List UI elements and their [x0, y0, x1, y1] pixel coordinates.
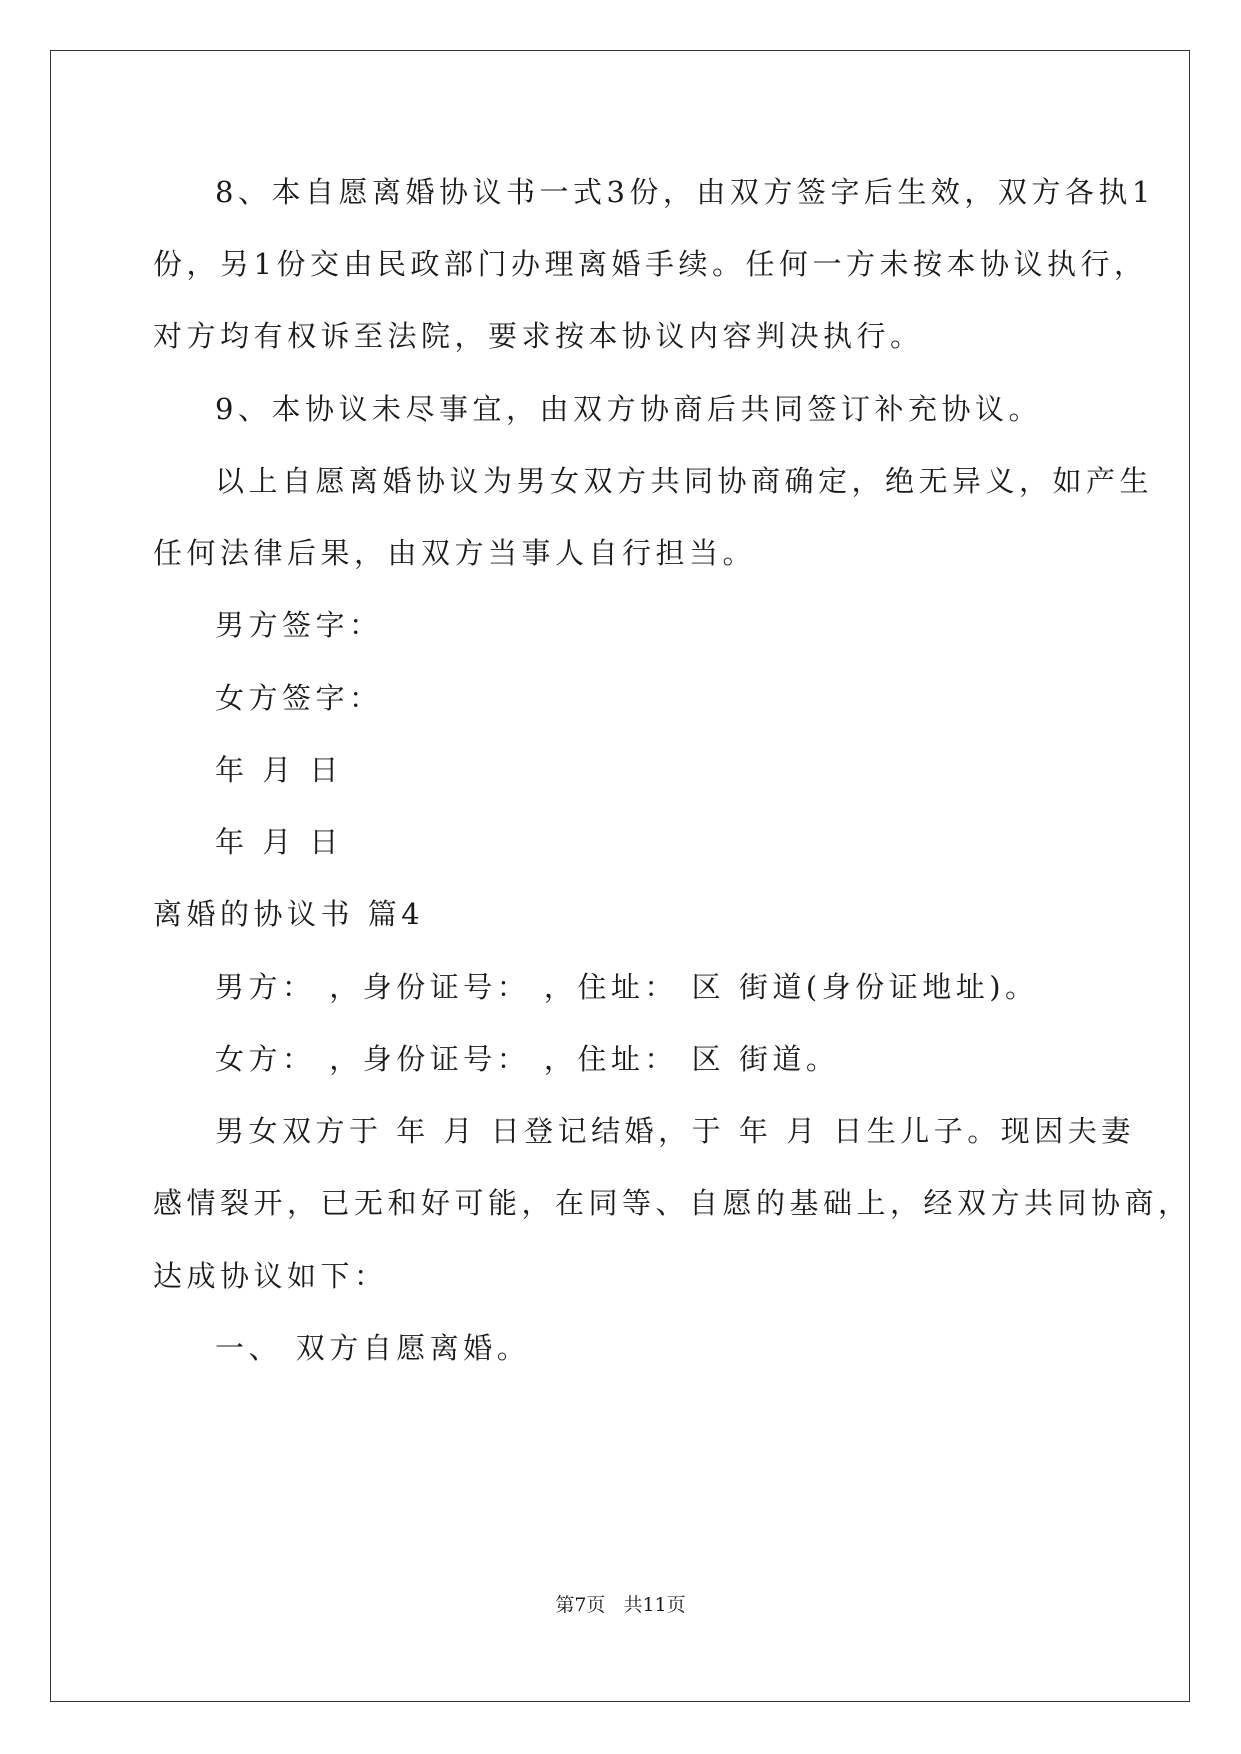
paragraph-line: 8、本自愿离婚协议书一式3份，由双方签字后生效，双方各执1: [215, 175, 1155, 209]
page-footer: [0, 1593, 1241, 1617]
paragraph-line: 达成协议如下：: [153, 1259, 388, 1293]
signature-line-female: 女方签字：: [215, 681, 383, 715]
paragraph-line: 男女双方于 年 月 日登记结婚，于 年 月 日生儿子。现因夫妻: [215, 1114, 1135, 1148]
paragraph-line: 9、本协议未尽事宜，由双方协商后共同签订补充协议。: [215, 392, 1042, 426]
section-heading: 离婚的协议书 篇4: [153, 897, 425, 931]
paragraph-line: 任何法律后果，由双方当事人自行担当。: [153, 536, 757, 570]
paragraph-line: 以上自愿离婚协议为男女双方共同协商确定，绝无异义，如产生: [215, 464, 1154, 498]
date-line: 年 月 日: [215, 753, 343, 787]
total-pages: 共11页: [623, 1594, 686, 1616]
paragraph-line: 感情裂开，已无和好可能，在同等、自愿的基础上，经双方共同协商，: [153, 1186, 1192, 1220]
signature-line-male: 男方签字：: [215, 608, 383, 642]
current-page-number: 第7页: [555, 1594, 606, 1616]
date-line: 年 月 日: [215, 825, 343, 859]
paragraph-line: 对方均有权诉至法院，要求按本协议内容判决执行。: [153, 319, 924, 353]
paragraph-line: 女方： ，身份证号： ，住址： 区 街道。: [215, 1042, 840, 1076]
page-border: [50, 50, 1190, 1702]
paragraph-line: 份，另1份交由民政部门办理离婚手续。任何一方未按本协议执行，: [153, 247, 1148, 281]
paragraph-line: 一、 双方自愿离婚。: [215, 1331, 531, 1365]
paragraph-line: 男方： ，身份证号： ，住址： 区 街道(身份证地址)。: [215, 970, 1039, 1004]
